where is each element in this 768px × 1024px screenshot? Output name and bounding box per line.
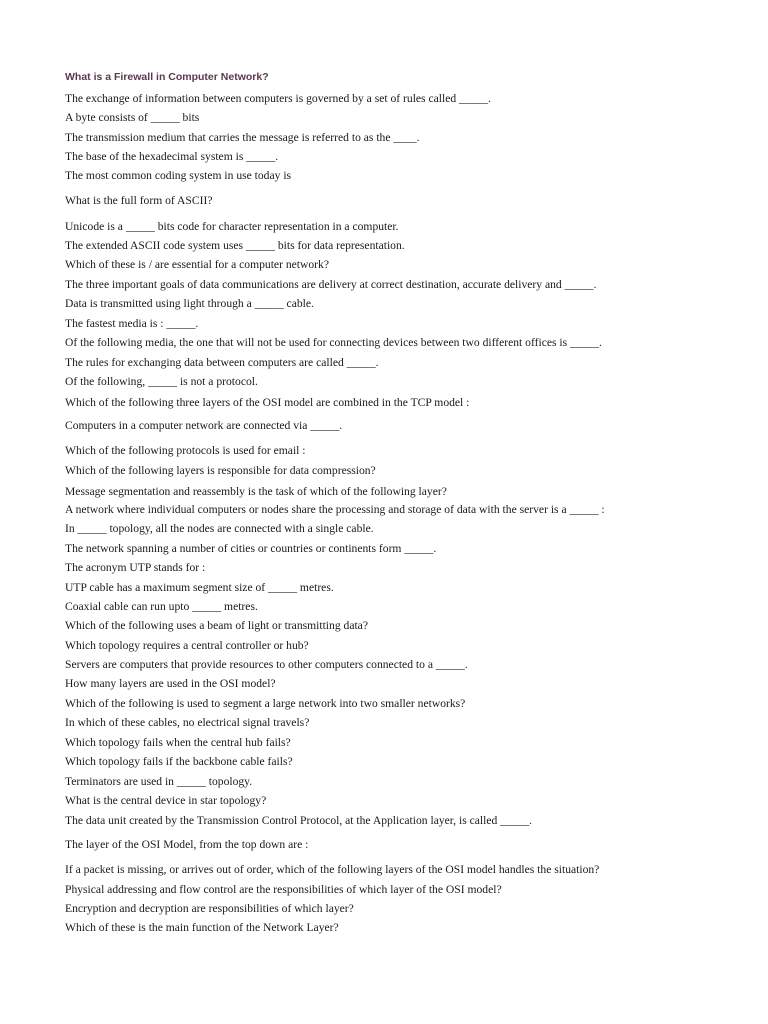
question-line: Servers are computers that provide resources to other computers connected to a _____. (65, 658, 468, 671)
question-line: What is the central device in star topology? (65, 794, 267, 807)
question-line: A network where individual computers or nodes share the processing and storage of data with the server is a _____ : (65, 503, 605, 516)
question-line: Of the following media, the one that will not be used for connecting devices between two different offices is _____. (65, 336, 602, 349)
question-line: Which of the following protocols is used for email : (65, 444, 306, 457)
question-line: Encryption and decryption are responsibilities of which layer? (65, 902, 354, 915)
question-line: The transmission medium that carries the message is referred to as the ____. (65, 131, 420, 144)
question-line: Which of the following is used to segment a large network into two smaller networks? (65, 697, 466, 710)
question-line: Unicode is a _____ bits code for character representation in a computer. (65, 220, 399, 233)
question-line: The exchange of information between computers is governed by a set of rules called _____. (65, 92, 491, 105)
question-line: The network spanning a number of cities or countries or continents form _____. (65, 542, 437, 555)
question-line: Which of the following layers is responsible for data compression? (65, 464, 376, 477)
question-line: How many layers are used in the OSI model? (65, 677, 276, 690)
question-line: A byte consists of _____ bits (65, 111, 200, 124)
question-line: The fastest media is : _____. (65, 317, 199, 330)
question-line: Which of these is / are essential for a computer network? (65, 258, 329, 271)
question-line: Which of the following uses a beam of light or transmitting data? (65, 619, 368, 632)
question-line: The data unit created by the Transmission Control Protocol, at the Application layer, is called _____. (65, 814, 533, 827)
question-line: Which of the following three layers of the OSI model are combined in the TCP model : (65, 396, 470, 409)
question-line: The three important goals of data communications are delivery at correct destination, accurate delivery and _____. (65, 278, 597, 291)
question-line: UTP cable has a maximum segment size of _____ metres. (65, 581, 334, 594)
question-line: The extended ASCII code system uses _____ bits for data representation. (65, 239, 405, 252)
question-line: Which topology fails when the central hub fails? (65, 736, 291, 749)
question-line: In _____ topology, all the nodes are connected with a single cable. (65, 522, 374, 535)
question-line: The base of the hexadecimal system is _____. (65, 150, 279, 163)
question-line: Coaxial cable can run upto _____ metres. (65, 600, 258, 613)
question-line: Terminators are used in _____ topology. (65, 775, 253, 788)
question-line: Which topology requires a central controller or hub? (65, 639, 309, 652)
question-line: The most common coding system in use today is (65, 169, 292, 182)
question-line: The acronym UTP stands for : (65, 561, 206, 574)
question-line: If a packet is missing, or arrives out of order, which of the following layers of the OSI model handles the situation? (65, 863, 600, 876)
document-heading: What is a Firewall in Computer Network? (65, 71, 269, 83)
question-line: Physical addressing and flow control are the responsibilities of which layer of the OSI model? (65, 883, 502, 896)
question-line: Of the following, _____ is not a protocol. (65, 375, 258, 388)
question-line: Data is transmitted using light through a _____ cable. (65, 297, 314, 310)
question-line: What is the full form of ASCII? (65, 194, 213, 207)
question-line: Which of these is the main function of the Network Layer? (65, 921, 339, 934)
question-line: The rules for exchanging data between computers are called _____. (65, 356, 379, 369)
question-line: Computers in a computer network are connected via _____. (65, 419, 343, 432)
question-line: In which of these cables, no electrical signal travels? (65, 716, 310, 729)
question-line: The layer of the OSI Model, from the top down are : (65, 838, 309, 851)
question-line: Which topology fails if the backbone cable fails? (65, 755, 293, 768)
question-line: Message segmentation and reassembly is the task of which of the following layer? (65, 485, 447, 498)
